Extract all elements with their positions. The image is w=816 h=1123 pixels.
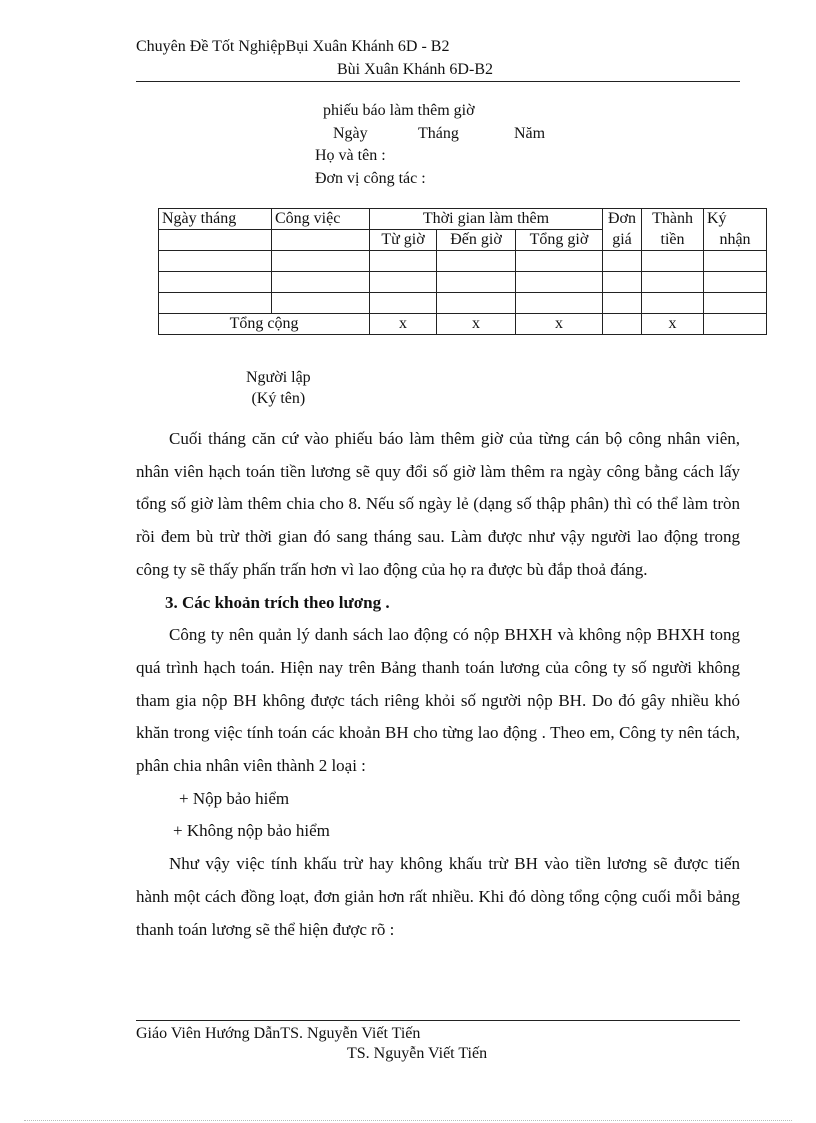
total-unit-price: [603, 314, 642, 335]
total-to: x: [437, 314, 516, 335]
signer-role: Người lập: [246, 369, 311, 386]
table-cell: [370, 251, 437, 272]
list-item-uninsured: + Không nộp bảo hiểm: [173, 821, 330, 841]
table-cell: [603, 293, 642, 314]
table-cell: [437, 272, 516, 293]
paragraph-deduction: Như vậy việc tính khấu trừ hay không khấu trừ BH vào tiền lương sẽ được tiến hành một cách đồng loạt, đơn giản hơn rất nhiều. Khi đó dòng tổng cộng cuối mỗi bảng thanh toán lương sẽ thể hiện được rõ :: [136, 854, 740, 939]
body-text: [136, 423, 740, 946]
table-cell: [159, 272, 272, 293]
total-hours: x: [516, 314, 603, 335]
table-cell: [516, 251, 603, 272]
total-sign: [704, 314, 767, 335]
table-cell: [272, 251, 370, 272]
header-divider: [136, 81, 740, 82]
paragraph-overtime-conversion: Cuối tháng căn cứ vào phiếu báo làm thêm giờ của từng cán bộ công nhân viên, nhân viên hạch toán tiền lương sẽ quy đổi số giờ làm thêm ra ngày công bằng cách lấy tổng số giờ làm thêm chia cho 8. Nếu số ngày lẻ (dạng số thập phân) thì có thể làm tròn rồi đem bù trừ thời gian đó sang tháng sau. Làm được như vậy người lao động trong công ty sẽ thấy phấn trấn hơn vì lao động của họ ra được bù đắp thoả đáng.: [136, 429, 740, 579]
footer-advisor-name: TS. Nguyễn Viết Tiến: [347, 1045, 488, 1062]
signer-note: (Ký tên): [251, 390, 306, 407]
table-cell: [516, 272, 603, 293]
table-cell: [642, 251, 704, 272]
table-cell: [603, 251, 642, 272]
header-sign-1: Ký: [704, 209, 767, 230]
header-amount-1: Thành: [642, 209, 704, 230]
form-name-label: Họ và tên :: [315, 147, 386, 164]
form-date-day: Ngày: [333, 125, 368, 142]
table-cell: [704, 251, 767, 272]
table-cell: [272, 272, 370, 293]
header-sign-2: nhận: [704, 230, 767, 251]
form-date-year: Năm: [514, 125, 546, 142]
header-date: Ngày tháng: [159, 209, 272, 230]
header-from: Từ giờ: [370, 230, 437, 251]
table-cell: [159, 251, 272, 272]
table-cell: [603, 272, 642, 293]
signer-block: [246, 367, 311, 409]
table-cell: [370, 293, 437, 314]
table-cell: [437, 293, 516, 314]
header-work: Công việc: [272, 209, 370, 230]
total-amount: x: [642, 314, 704, 335]
table-row: [159, 251, 767, 272]
table-cell: [437, 251, 516, 272]
table-cell: [159, 230, 272, 251]
total-from: x: [370, 314, 437, 335]
table-cell: [642, 293, 704, 314]
footer-advisor: Giáo Viên Hướng DẫnTS. Nguyễn Viết Tiến: [136, 1025, 421, 1042]
table-header-row: [159, 209, 767, 230]
header-total-hours: Tổng giờ: [516, 230, 603, 251]
list-item-insured: + Nộp bảo hiểm: [179, 788, 290, 808]
header-to: Đến giờ: [437, 230, 516, 251]
table-cell: [159, 293, 272, 314]
table-row: [159, 272, 767, 293]
form-date-month: Tháng: [418, 125, 459, 142]
page-header-author: Bùi Xuân Khánh 6D-B2: [337, 61, 493, 78]
table-cell: [642, 272, 704, 293]
page-header-title: Chuyên Đề Tốt NghiệpBụi Xuân Khánh 6D - B2: [136, 38, 450, 55]
total-label: Tổng cộng: [159, 314, 370, 335]
form-title: phiếu báo làm thêm giờ: [323, 102, 475, 119]
paragraph-insurance: Công ty nên quản lý danh sách lao động có nộp BHXH và không nộp BHXH tong quá trình hạch toán. Hiện nay trên Bảng thanh toán lương của công ty số người không tham gia nộp BH không được tách riêng khỏi số người nộp BH. Do đó gây nhiều khó khăn trong việc tính toán các khoản BH cho từng lao động . Theo em, Công ty nên tách, phân chia nhân viên thành 2 loại :: [136, 625, 740, 776]
table-cell: [272, 230, 370, 251]
table-subheader-row: [159, 230, 767, 251]
table-cell: [704, 272, 767, 293]
table-cell: [704, 293, 767, 314]
section-heading: 3. Các khoản trích theo lương .: [165, 592, 390, 612]
overtime-table: [158, 208, 767, 335]
table-cell: [516, 293, 603, 314]
header-unit-price-1: Đơn: [603, 209, 642, 230]
table-total-row: [159, 314, 767, 335]
header-amount-2: tiền: [642, 230, 704, 251]
table-row: [159, 293, 767, 314]
header-unit-price-2: giá: [603, 230, 642, 251]
form-unit-label: Đơn vị công tác :: [315, 170, 426, 187]
header-overtime: Thời gian làm thêm: [370, 209, 603, 230]
page-bottom-dotted-line: [24, 1120, 792, 1121]
table-cell: [272, 293, 370, 314]
table-cell: [370, 272, 437, 293]
footer-divider: [136, 1020, 740, 1021]
